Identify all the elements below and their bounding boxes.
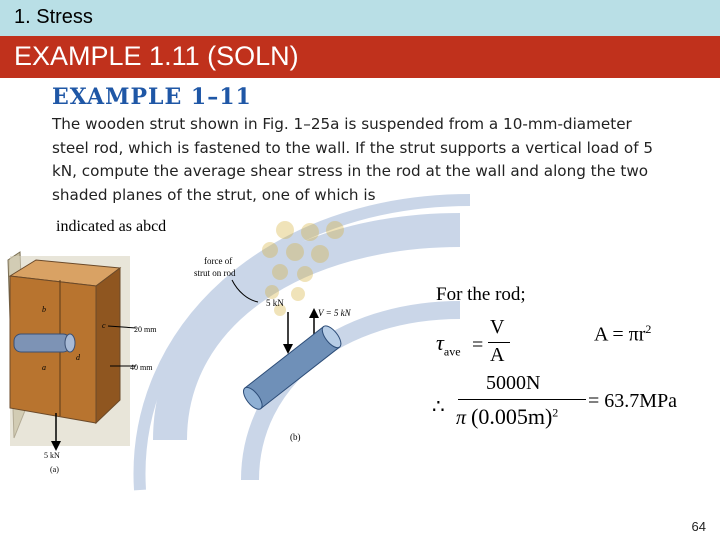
- therefore-symbol: ∴: [432, 396, 445, 418]
- shear-value: V = 5 kN: [318, 308, 351, 318]
- area-exponent: 2: [645, 322, 652, 336]
- page-number: 64: [691, 519, 706, 534]
- point-b: b: [42, 305, 46, 314]
- force-label-1: force of: [204, 256, 233, 266]
- calc-exponent: 2: [552, 405, 559, 420]
- slide-title: EXAMPLE 1.11 (SOLN): [14, 41, 299, 71]
- calc-numerator: 5000N: [486, 372, 541, 394]
- figure-b-rod-fbd: [180, 248, 380, 448]
- solution-intro: For the rod;: [436, 284, 526, 305]
- force-value: 5 kN: [266, 298, 284, 308]
- section-header: [0, 0, 720, 36]
- load-label: 5 kN: [44, 451, 60, 460]
- figure-a-strut-wall: [0, 248, 200, 478]
- dim-40mm: 40 mm: [130, 363, 153, 372]
- frac-numerator: V: [490, 316, 505, 338]
- calc-radius: (0.005m): [471, 404, 553, 429]
- problem-continuation: indicated as abcd: [56, 218, 167, 235]
- tau-symbol: [436, 330, 461, 359]
- tau-subscript: ave: [443, 344, 461, 359]
- tau-equals: =: [472, 334, 484, 356]
- area-base: A = πr: [594, 323, 646, 346]
- point-a: a: [42, 363, 46, 372]
- strut-side: [96, 268, 120, 423]
- frac-line: [488, 342, 510, 343]
- calc-denominator: [456, 404, 558, 430]
- area-formula: [594, 322, 651, 347]
- example-heading: EXAMPLE 1–11: [52, 84, 252, 110]
- calc-result: = 63.7MPa: [588, 390, 678, 412]
- rod-cylinder: [240, 323, 344, 412]
- steel-rod: [14, 334, 70, 352]
- point-d: d: [76, 353, 80, 362]
- caption-b: (b): [290, 432, 301, 442]
- calc-pi: π: [456, 407, 467, 429]
- calc-frac-line: [458, 399, 586, 400]
- title-bar: [0, 36, 720, 78]
- frac-denominator: A: [490, 344, 505, 366]
- force-label-2: strut on rod: [194, 268, 236, 278]
- problem-statement: The wooden strut shown in Fig. 1–25a is suspended from a 10-mm-diameter steel rod, which is fastened to the wall. If the strut supports a vertical load of 5 kN, compute the average shear stress in the rod at the wall and along the two shaded planes of the strut, one of which is: [52, 115, 654, 204]
- dim-20mm: 20 mm: [134, 325, 157, 334]
- point-c: c: [102, 321, 106, 330]
- caption-a: (a): [50, 465, 59, 474]
- tau: τ: [436, 330, 444, 355]
- section-title: 1. Stress: [14, 6, 93, 28]
